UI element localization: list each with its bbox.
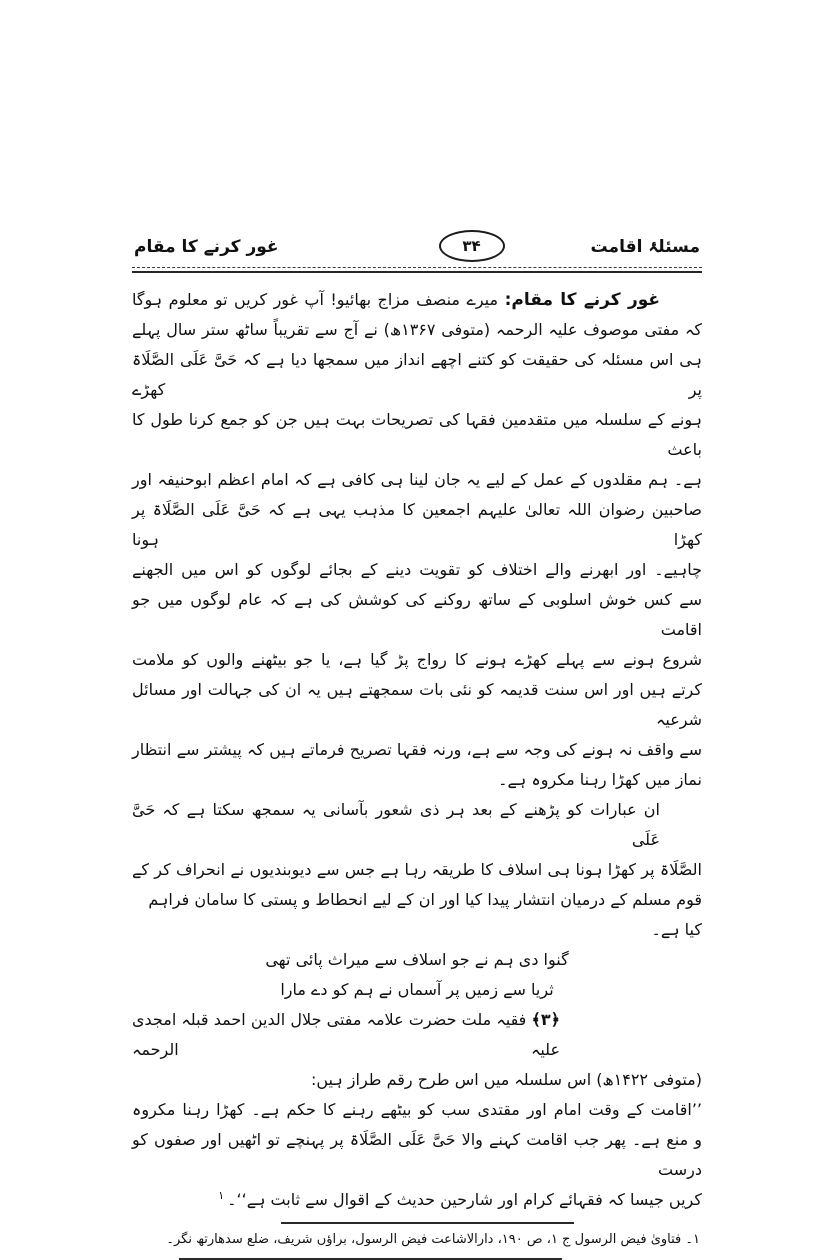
text-line: چاہیے۔ اور ابھرنے والے اختلاف کو تقویت دینے کے بجائے لوگوں کو اس میں الجھنے: [132, 560, 702, 579]
text-line: کہ مفتی موصوف علیہ الرحمہ (متوفی ۱۳۶۷ھ) نے آج سے تقریباً ساٹھ ستر سال پہلے: [132, 320, 702, 339]
section-number-ornament: ﴿۳﴾: [531, 1010, 560, 1029]
verse-line: گنوا دی ہم نے جو اسلاف سے میراث پائی تھی: [265, 950, 569, 969]
text-line: نماز میں کھڑا رہنا مکروہ ہے۔: [498, 770, 702, 789]
quote-line: ’’اقامت کے وقت امام اور مقتدی سب کو بیٹھے رہنے کا حکم ہے۔ کھڑا رہنا مکروہ: [132, 1100, 702, 1119]
quote-line: [132, 1185, 702, 1215]
text-line: [132, 285, 702, 315]
page-header: [132, 230, 702, 262]
text-line: صاحبین رضوان اللہ تعالیٰ علیہم اجمعین کا مذہب یہی ہے کہ حَیَّ عَلَی الصَّلَاۃ پر کھڑا ہونا: [132, 500, 702, 549]
paragraph-heading: غور کرنے کا مقام:: [504, 290, 661, 310]
text-line: کرتے ہیں اور اس سنت قدیمہ کو نئی بات سمجھتے ہیں یہ ان کی جہالت اور مسائل شرعیہ: [132, 680, 702, 729]
text-line: ان عبارات کو پڑھنے کے بعد ہر ذی شعور بآسانی یہ سمجھ سکتا ہے کہ حَیَّ عَلَی: [132, 800, 660, 849]
body-text: [132, 285, 702, 1215]
text-span: میرے منصف مزاج بھائیو! آپ غور کریں تو معلوم ہوگا: [132, 290, 499, 309]
footnote-text: ۱۔ فتاویٰ فیض الرسول ج ۱، ص ۱۹۰، دارالاشاعت فیض الرسول، براؤں شریف، ضلع سدھارتھ نگر۔: [166, 1232, 700, 1247]
text-span: فقیہ ملت حضرت علامہ مفتی جلال الدین احمد قبلہ امجدی علیہ الرحمہ: [132, 1010, 560, 1059]
header-divider: [132, 267, 702, 273]
verse-line: ثریا سے زمیں پر آسماں نے ہم کو دے مارا: [280, 980, 554, 999]
footnote-reference-mark: ۱: [218, 1188, 225, 1202]
header-title-left: غور کرنے کا مقام: [134, 236, 279, 257]
text-line: [132, 1005, 702, 1065]
text-line: قوم مسلم کے درمیان انتشار پیدا کیا اور ان کے لیے انحطاط و پستی کا سامان فراہم کیا ہے۔: [148, 890, 702, 939]
text-line: ہونے کے سلسلہ میں متقدمین فقہا کی تصریحات بہت ہیں جن کو جمع کرنا طول کا باعث: [132, 410, 702, 459]
text-line: (متوفی ۱۴۲۲ھ) اس سلسلہ میں اس طرح رقم طراز ہیں:: [310, 1070, 702, 1089]
text-line: سے واقف نہ ہونے کی وجہ سے ہے، ورنہ فقہا تصریح فرماتے ہیں کہ پیشتر سے انتظار: [132, 740, 702, 759]
quote-line: و منع ہے۔ پھر جب اقامت کہنے والا حَیَّ عَلَی الصَّلَاۃ پر پہنچے تو اٹھیں اور صفوں کو درست: [132, 1130, 702, 1179]
text-line: الصَّلَاۃ پر کھڑا ہونا ہی اسلاف کا طریقہ رہا ہے جس سے دیوبندیوں نے انحراف کر کے: [132, 860, 702, 879]
footnote-separator-top: [281, 1222, 574, 1224]
page-content: [132, 230, 702, 1260]
text-line: سے کس خوش اسلوبی کے ساتھ روکنے کی کوشش کی ہے کہ عام لوگوں میں جو اقامت: [132, 590, 702, 639]
header-title-right: مسئلۂ اقامت: [590, 236, 700, 257]
page-number: ۳۴: [462, 237, 481, 255]
text-line: ہے۔ ہم مقلدوں کے عمل کے لیے یہ جان لینا ہی کافی ہے کہ امام اعظم ابوحنیفہ اور: [132, 470, 702, 489]
text-span: کریں جیسا کہ فقہائے کرام اور شارحین حدیث کے اقوال سے ثابت ہے‘‘۔: [227, 1190, 702, 1209]
page-number-badge: [439, 230, 505, 262]
text-line: شروع ہونے سے پہلے کھڑے ہونے کا رواج پڑ گیا ہے، یا جو بیٹھنے والوں کو ملامت: [132, 650, 702, 669]
text-line: ہی اس مسئلہ کی حقیقت کو کتنے اچھے انداز میں سمجھا دیا ہے کہ حَیَّ عَلَی الصَّلَاۃ پر کھڑے: [132, 350, 702, 399]
